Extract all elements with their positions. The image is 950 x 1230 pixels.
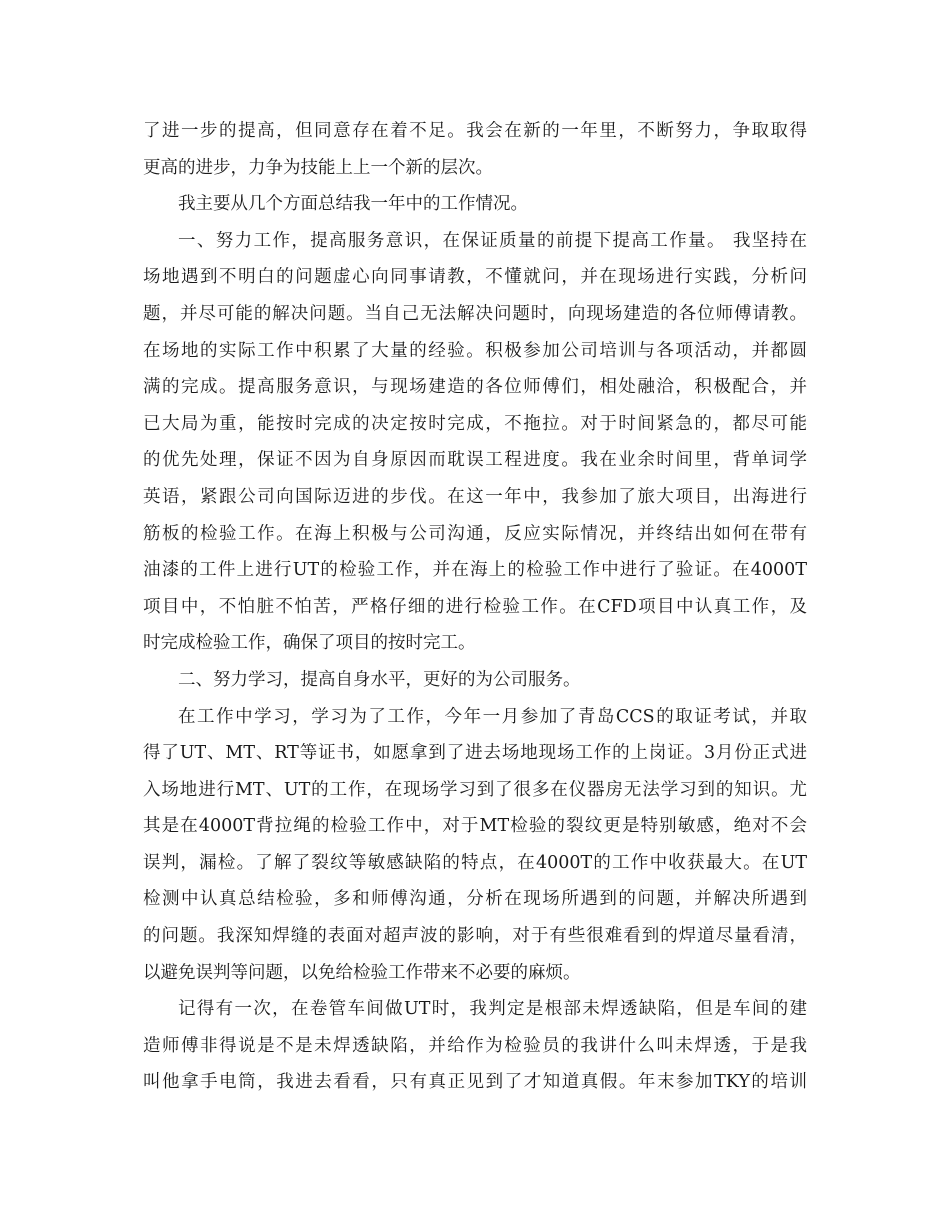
text-line: 二、努力学习，提高自身水平，更好的为公司服务。 — [178, 669, 581, 690]
document-body — [143, 113, 807, 1101]
text-line: 项目中，不怕脏不怕苦，严格仔细的进行检验工作。在CFD项目中认真工作，及 — [143, 596, 807, 617]
text-line: 其是在4000T背拉绳的检验工作中，对于MT检验的裂纹更是特别敏感，绝对不会 — [143, 816, 807, 837]
text-line: 筋板的检验工作。在海上积极与公司沟通，反应实际情况，并终结出如何在带有 — [143, 523, 807, 544]
text-line: 时完成检验工作，确保了项目的按时完工。 — [143, 633, 476, 654]
text-line: 误判，漏检。了解了裂纹等敏感缺陷的特点，在4000T的工作中收获最大。在UT — [143, 852, 807, 873]
text-line: 一、努力工作，提高服务意识，在保证质量的前提下提高工作量。 我坚持在 — [178, 230, 807, 251]
text-line: 题，并尽可能的解决问题。当自己无法解决问题时，向现场建造的各位师傅请教。 — [143, 303, 807, 324]
text-line: 已大局为重，能按时完成的决定按时完成，不拖拉。对于时间紧急的，都尽可能 — [143, 413, 807, 434]
text-line: 了进一步的提高，但同意存在着不足。我会在新的一年里，不断努力，争取取得 — [143, 121, 807, 141]
text-line: 记得有一次，在卷管车间做UT时，我判定是根部未焊透缺陷，但是车间的建 — [178, 999, 807, 1020]
text-line: 的问题。我深知焊缝的表面对超声波的影响，对于有些很难看到的焊道尽量看清， — [143, 926, 807, 947]
text-line: 叫他拿手电筒，我进去看看，只有真正见到了才知道真假。年末参加TKY的培训 — [143, 1072, 807, 1093]
text-line: 我主要从几个方面总结我一年中的工作情况。 — [178, 194, 528, 215]
text-line: 以避免误判等问题，以免给检验工作带来不必要的麻烦。 — [143, 962, 581, 983]
text-line: 英语，紧跟公司向国际迈进的步伐。在这一年中，我参加了旅大项目，出海进行 — [143, 486, 807, 507]
text-line: 得了UT、MT、RT等证书，如愿拿到了进去场地现场工作的上岗证。3月份正式进 — [143, 743, 807, 764]
text-line: 在场地的实际工作中积累了大量的经验。积极参加公司培训与各项活动，并都圆 — [143, 340, 807, 361]
text-line: 满的完成。提高服务意识，与现场建造的各位师傅们，相处融洽，积极配合，并 — [143, 377, 807, 398]
text-line: 造师傅非得说是不是未焊透缺陷，并给作为检验员的我讲什么叫未焊透，于是我 — [143, 1035, 807, 1056]
text-line: 的优先处理，保证不因为自身原因而耽误工程进度。我在业余时间里，背单词学 — [143, 450, 807, 471]
text-line: 在工作中学习，学习为了工作，今年一月参加了青岛CCS的取证考试，并取 — [178, 706, 807, 727]
text-line: 检测中认真总结检验，多和师傅沟通，分析在现场所遇到的问题，并解决所遇到 — [143, 889, 807, 910]
text-line: 入场地进行MT、UT的工作，在现场学习到了很多在仪器房无法学习到的知识。尤 — [143, 779, 807, 800]
text-line: 场地遇到不明白的问题虚心向同事请教，不懂就问，并在现场进行实践，分析问 — [143, 267, 807, 288]
text-line: 油漆的工件上进行UT的检验工作，并在海上的检验工作中进行了验证。在4000T — [143, 560, 807, 581]
text-line: 更高的进步，力争为技能上上一个新的层次。 — [143, 157, 493, 178]
